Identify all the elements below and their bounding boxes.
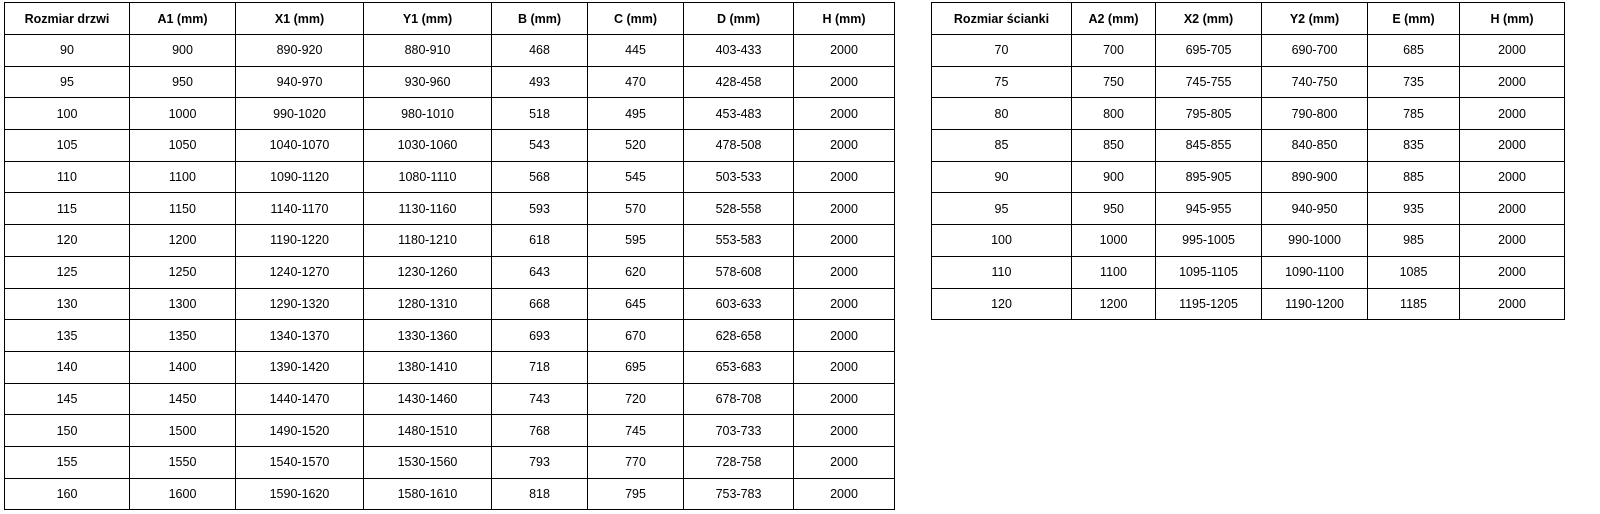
table-row	[5, 383, 895, 415]
cell: 160	[5, 478, 130, 510]
cell: 890-900	[1262, 161, 1368, 193]
cell: 503-533	[684, 161, 794, 193]
table-header-row	[5, 3, 895, 35]
cell: 685	[1368, 35, 1460, 67]
column-header: Y1 (mm)	[364, 3, 492, 35]
table-row	[932, 288, 1565, 320]
cell: 2000	[794, 66, 895, 98]
cell: 695-705	[1156, 35, 1262, 67]
cell: 940-950	[1262, 193, 1368, 225]
cell: 1280-1310	[364, 288, 492, 320]
cell: 95	[932, 193, 1072, 225]
column-header: Rozmiar ścianki	[932, 3, 1072, 35]
table-row	[5, 193, 895, 225]
cell: 695	[588, 351, 684, 383]
cell: 818	[492, 478, 588, 510]
cell: 2000	[1460, 256, 1565, 288]
cell: 1190-1200	[1262, 288, 1368, 320]
cell: 935	[1368, 193, 1460, 225]
door-size-table	[4, 2, 895, 510]
cell: 750	[1072, 66, 1156, 98]
cell: 2000	[794, 130, 895, 162]
cell: 1290-1320	[236, 288, 364, 320]
column-header: X2 (mm)	[1156, 3, 1262, 35]
cell: 445	[588, 35, 684, 67]
cell: 85	[932, 130, 1072, 162]
table-row	[5, 256, 895, 288]
cell: 2000	[794, 225, 895, 257]
cell: 800	[1072, 98, 1156, 130]
cell: 2000	[794, 288, 895, 320]
column-header: H (mm)	[1460, 3, 1565, 35]
cell: 2000	[1460, 98, 1565, 130]
cell: 1390-1420	[236, 351, 364, 383]
cell: 1240-1270	[236, 256, 364, 288]
cell: 793	[492, 446, 588, 478]
cell: 120	[5, 225, 130, 257]
cell: 1200	[130, 225, 236, 257]
cell: 980-1010	[364, 98, 492, 130]
column-header: X1 (mm)	[236, 3, 364, 35]
cell: 1500	[130, 415, 236, 447]
table-row	[5, 225, 895, 257]
cell: 1400	[130, 351, 236, 383]
cell: 753-783	[684, 478, 794, 510]
table-header-row	[932, 3, 1565, 35]
cell: 785	[1368, 98, 1460, 130]
cell: 518	[492, 98, 588, 130]
cell: 1200	[1072, 288, 1156, 320]
cell: 990-1000	[1262, 225, 1368, 257]
cell: 2000	[794, 478, 895, 510]
cell: 1100	[130, 161, 236, 193]
cell: 493	[492, 66, 588, 98]
cell: 628-658	[684, 320, 794, 352]
table-row	[5, 130, 895, 162]
cell: 740-750	[1262, 66, 1368, 98]
cell: 1130-1160	[364, 193, 492, 225]
cell: 950	[1072, 193, 1156, 225]
cell: 720	[588, 383, 684, 415]
cell: 95	[5, 66, 130, 98]
cell: 703-733	[684, 415, 794, 447]
cell: 2000	[1460, 225, 1565, 257]
cell: 1480-1510	[364, 415, 492, 447]
cell: 478-508	[684, 130, 794, 162]
cell: 990-1020	[236, 98, 364, 130]
cell: 1450	[130, 383, 236, 415]
cell: 2000	[794, 446, 895, 478]
cell: 700	[1072, 35, 1156, 67]
column-header: A1 (mm)	[130, 3, 236, 35]
cell: 543	[492, 130, 588, 162]
cell: 110	[5, 161, 130, 193]
cell: 940-970	[236, 66, 364, 98]
table-row	[5, 161, 895, 193]
cell: 1230-1260	[364, 256, 492, 288]
cell: 125	[5, 256, 130, 288]
cell: 1050	[130, 130, 236, 162]
table-row	[932, 193, 1565, 225]
cell: 1340-1370	[236, 320, 364, 352]
cell: 1140-1170	[236, 193, 364, 225]
cell: 75	[932, 66, 1072, 98]
cell: 140	[5, 351, 130, 383]
cell: 668	[492, 288, 588, 320]
wall-panel-size-table	[931, 2, 1565, 320]
cell: 845-855	[1156, 130, 1262, 162]
cell: 995-1005	[1156, 225, 1262, 257]
cell: 835	[1368, 130, 1460, 162]
cell: 880-910	[364, 35, 492, 67]
cell: 840-850	[1262, 130, 1368, 162]
cell: 568	[492, 161, 588, 193]
cell: 115	[5, 193, 130, 225]
cell: 1040-1070	[236, 130, 364, 162]
cell: 670	[588, 320, 684, 352]
cell: 900	[130, 35, 236, 67]
cell: 1380-1410	[364, 351, 492, 383]
cell: 2000	[794, 320, 895, 352]
cell: 620	[588, 256, 684, 288]
cell: 795-805	[1156, 98, 1262, 130]
cell: 2000	[1460, 66, 1565, 98]
cell: 2000	[1460, 161, 1565, 193]
cell: 745	[588, 415, 684, 447]
cell: 468	[492, 35, 588, 67]
cell: 1600	[130, 478, 236, 510]
cell: 130	[5, 288, 130, 320]
table-row	[5, 288, 895, 320]
cell: 2000	[794, 256, 895, 288]
cell: 653-683	[684, 351, 794, 383]
cell: 80	[932, 98, 1072, 130]
table-row	[932, 225, 1565, 257]
cell: 578-608	[684, 256, 794, 288]
cell: 495	[588, 98, 684, 130]
cell: 1550	[130, 446, 236, 478]
cell: 618	[492, 225, 588, 257]
cell: 2000	[794, 383, 895, 415]
cell: 693	[492, 320, 588, 352]
column-header: H (mm)	[794, 3, 895, 35]
cell: 895-905	[1156, 161, 1262, 193]
cell: 553-583	[684, 225, 794, 257]
cell: 1000	[130, 98, 236, 130]
column-header: Y2 (mm)	[1262, 3, 1368, 35]
table-row	[5, 35, 895, 67]
column-header: B (mm)	[492, 3, 588, 35]
cell: 678-708	[684, 383, 794, 415]
cell: 950	[130, 66, 236, 98]
cell: 718	[492, 351, 588, 383]
table-row	[5, 446, 895, 478]
cell: 145	[5, 383, 130, 415]
cell: 1090-1100	[1262, 256, 1368, 288]
cell: 593	[492, 193, 588, 225]
cell: 135	[5, 320, 130, 352]
cell: 2000	[794, 351, 895, 383]
cell: 1150	[130, 193, 236, 225]
table-row	[5, 478, 895, 510]
cell: 1095-1105	[1156, 256, 1262, 288]
cell: 770	[588, 446, 684, 478]
cell: 2000	[1460, 288, 1565, 320]
cell: 2000	[1460, 193, 1565, 225]
cell: 2000	[794, 35, 895, 67]
cell: 795	[588, 478, 684, 510]
column-header: E (mm)	[1368, 3, 1460, 35]
cell: 2000	[1460, 35, 1565, 67]
table-row	[5, 98, 895, 130]
cell: 403-433	[684, 35, 794, 67]
cell: 1580-1610	[364, 478, 492, 510]
column-header: Rozmiar drzwi	[5, 3, 130, 35]
cell: 900	[1072, 161, 1156, 193]
cell: 643	[492, 256, 588, 288]
cell: 1330-1360	[364, 320, 492, 352]
cell: 1195-1205	[1156, 288, 1262, 320]
cell: 1185	[1368, 288, 1460, 320]
cell: 1190-1220	[236, 225, 364, 257]
cell: 90	[5, 35, 130, 67]
cell: 70	[932, 35, 1072, 67]
cell: 2000	[794, 161, 895, 193]
cell: 1430-1460	[364, 383, 492, 415]
cell: 885	[1368, 161, 1460, 193]
cell: 1180-1210	[364, 225, 492, 257]
table-row	[932, 98, 1565, 130]
cell: 150	[5, 415, 130, 447]
cell: 120	[932, 288, 1072, 320]
cell: 1100	[1072, 256, 1156, 288]
table-row	[932, 161, 1565, 193]
cell: 520	[588, 130, 684, 162]
cell: 735	[1368, 66, 1460, 98]
cell: 1530-1560	[364, 446, 492, 478]
cell: 745-755	[1156, 66, 1262, 98]
cell: 1490-1520	[236, 415, 364, 447]
cell: 100	[932, 225, 1072, 257]
column-header: D (mm)	[684, 3, 794, 35]
cell: 850	[1072, 130, 1156, 162]
table-row	[5, 320, 895, 352]
cell: 690-700	[1262, 35, 1368, 67]
cell: 890-920	[236, 35, 364, 67]
cell: 603-633	[684, 288, 794, 320]
column-header: C (mm)	[588, 3, 684, 35]
cell: 728-758	[684, 446, 794, 478]
cell: 1250	[130, 256, 236, 288]
cell: 1000	[1072, 225, 1156, 257]
cell: 1350	[130, 320, 236, 352]
table-row	[932, 130, 1565, 162]
cell: 1300	[130, 288, 236, 320]
cell: 570	[588, 193, 684, 225]
cell: 1540-1570	[236, 446, 364, 478]
cell: 2000	[794, 98, 895, 130]
cell: 1440-1470	[236, 383, 364, 415]
column-header: A2 (mm)	[1072, 3, 1156, 35]
cell: 2000	[1460, 130, 1565, 162]
table-row	[932, 35, 1565, 67]
table-row	[5, 415, 895, 447]
cell: 2000	[794, 415, 895, 447]
cell: 105	[5, 130, 130, 162]
cell: 453-483	[684, 98, 794, 130]
cell: 595	[588, 225, 684, 257]
table-row	[932, 256, 1565, 288]
cell: 528-558	[684, 193, 794, 225]
table-row	[5, 66, 895, 98]
cell: 790-800	[1262, 98, 1368, 130]
cell: 155	[5, 446, 130, 478]
table-row	[5, 351, 895, 383]
cell: 1080-1110	[364, 161, 492, 193]
cell: 428-458	[684, 66, 794, 98]
cell: 985	[1368, 225, 1460, 257]
cell: 945-955	[1156, 193, 1262, 225]
cell: 90	[932, 161, 1072, 193]
cell: 100	[5, 98, 130, 130]
cell: 930-960	[364, 66, 492, 98]
cell: 1030-1060	[364, 130, 492, 162]
cell: 1085	[1368, 256, 1460, 288]
cell: 2000	[794, 193, 895, 225]
cell: 1590-1620	[236, 478, 364, 510]
cell: 470	[588, 66, 684, 98]
cell: 645	[588, 288, 684, 320]
cell: 1090-1120	[236, 161, 364, 193]
cell: 743	[492, 383, 588, 415]
cell: 545	[588, 161, 684, 193]
cell: 110	[932, 256, 1072, 288]
table-row	[932, 66, 1565, 98]
cell: 768	[492, 415, 588, 447]
